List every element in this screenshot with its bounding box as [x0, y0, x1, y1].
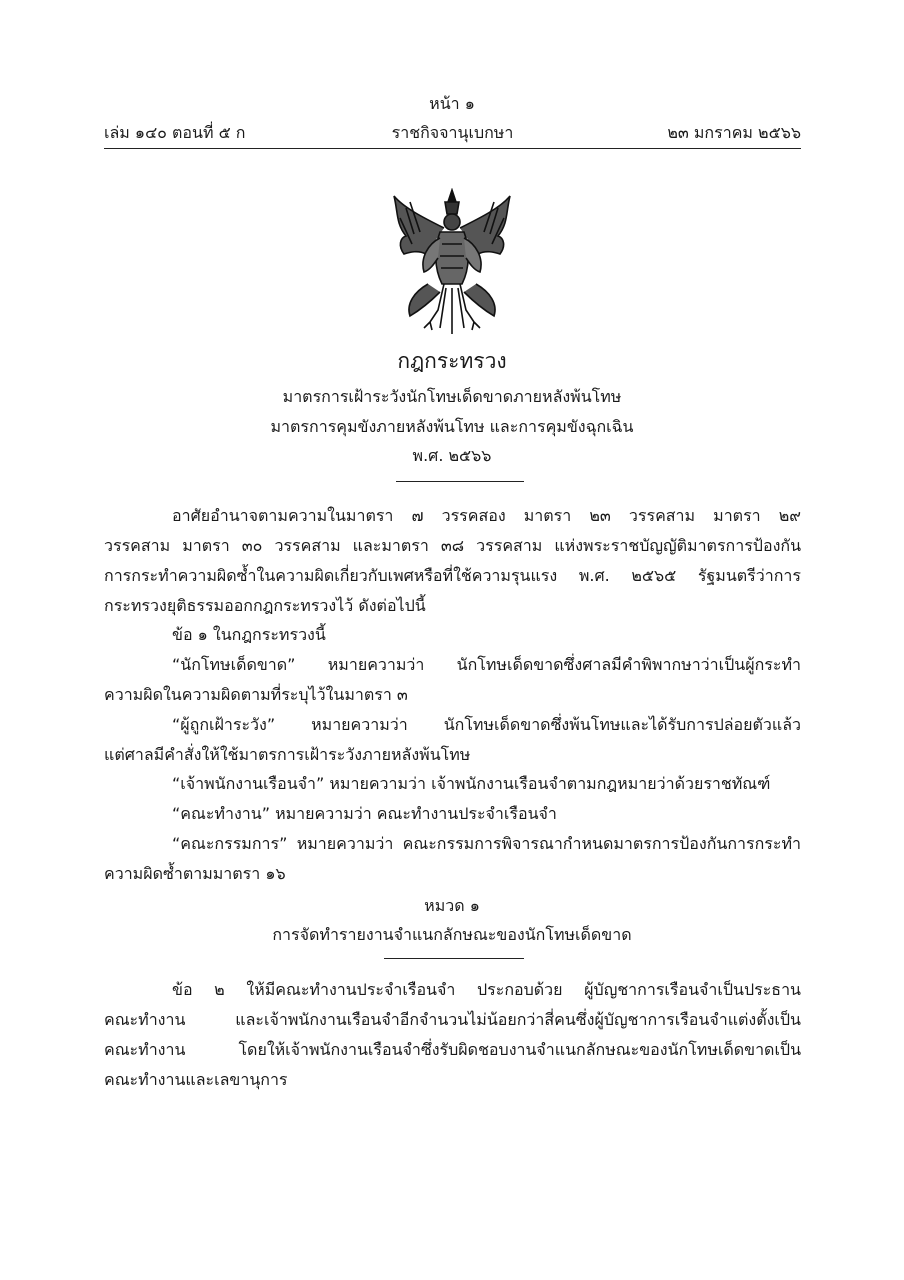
chapter-label: หมวด ๑ [424, 896, 480, 915]
clause-2-line: คณะทำงาน โดยให้เจ้าพนักงานเรือนจำซึ่งรับผิดชอบงานจำแนกลักษณะของนักโทษเด็ดขาดเป็น [104, 1040, 801, 1059]
definition-line: แต่ศาลมีคำสั่งให้ใช้มาตรการเฝ้าระวังภายหลังพ้นโทษ [104, 745, 471, 764]
definition-line: “คณะทำงาน” หมายความว่า คณะทำงานประจำเรือนจำ [172, 804, 557, 823]
preamble-line: วรรคสาม มาตรา ๓๐ วรรคสาม และมาตรา ๓๘ วรรคสาม แห่งพระราชบัญญัติมาตรการป้องกัน [104, 536, 801, 555]
preamble-line: อาศัยอำนาจตามความในมาตรา ๗ วรรคสอง มาตรา ๒๓ วรรคสาม มาตรา ๒๙ [172, 506, 801, 525]
header-divider [104, 148, 801, 149]
preamble-line: การกระทำความผิดซ้ำในความผิดเกี่ยวกับเพศหรือที่ใช้ความรุนแรง พ.ศ. ๒๕๖๕ รัฐมนตรีว่าการ [104, 566, 801, 585]
chapter-divider [384, 958, 524, 959]
title-line-2: มาตรการคุมขังภายหลังพ้นโทษ และการคุมขังฉุกเฉิน [270, 417, 634, 436]
preamble-line: กระทรวงยุติธรรมออกกฎกระทรวงไว้ ดังต่อไปนี้ [104, 596, 426, 615]
clause-2-line: คณะทำงานและเลขานุการ [104, 1070, 288, 1089]
definition-line: “นักโทษเด็ดขาด” หมายความว่า นักโทษเด็ดขาดซึ่งศาลมีคำพิพากษาว่าเป็นผู้กระทำ [172, 655, 801, 674]
definition-line: ความผิดในความผิดตามที่ระบุไว้ในมาตรา ๓ [104, 685, 408, 704]
garuda-emblem-icon [384, 188, 520, 336]
title-line-1: มาตรการเฝ้าระวังนักโทษเด็ดขาดภายหลังพ้นโทษ [282, 387, 622, 406]
definition-line: ความผิดซ้ำตามมาตรา ๑๖ [104, 864, 286, 883]
title-divider [396, 481, 524, 482]
clause-1-intro: ข้อ ๑ ในกฎกระทรวงนี้ [172, 625, 326, 644]
definition-line: “ผู้ถูกเฝ้าระวัง” หมายความว่า นักโทษเด็ดขาดซึ่งพ้นโทษและได้รับการปล่อยตัวแล้ว [172, 715, 801, 734]
definition-line: “คณะกรรมการ” หมายความว่า คณะกรรมการพิจารณากำหนดมาตรการป้องกันการกระทำ [172, 834, 801, 853]
clause-2-line: คณะทำงาน และเจ้าพนักงานเรือนจำอีกจำนวนไม่น้อยกว่าสี่คนซึ่งผู้บัญชาการเรือนจำแต่งตั้งเป็น [104, 1010, 801, 1029]
document-title: กฎกระทรวง [397, 349, 507, 373]
page-number: หน้า ๑ [429, 94, 475, 113]
publication-date: ๒๓ มกราคม ๒๕๖๖ [667, 123, 801, 142]
volume-issue: เล่ม ๑๔๐ ตอนที่ ๕ ก [104, 123, 246, 142]
publication-name: ราชกิจจานุเบกษา [391, 123, 514, 142]
definition-line: “เจ้าพนักงานเรือนจำ” หมายความว่า เจ้าพนักงานเรือนจำตามกฎหมายว่าด้วยราชทัณฑ์ [172, 774, 771, 793]
title-year: พ.ศ. ๒๕๖๖ [412, 446, 492, 465]
clause-2-line: ข้อ ๒ ให้มีคณะทำงานประจำเรือนจำ ประกอบด้วย ผู้บัญชาการเรือนจำเป็นประธาน [172, 980, 801, 999]
gazette-header [104, 121, 801, 145]
chapter-title: การจัดทำรายงานจำแนกลักษณะของนักโทษเด็ดขาด [272, 925, 632, 944]
